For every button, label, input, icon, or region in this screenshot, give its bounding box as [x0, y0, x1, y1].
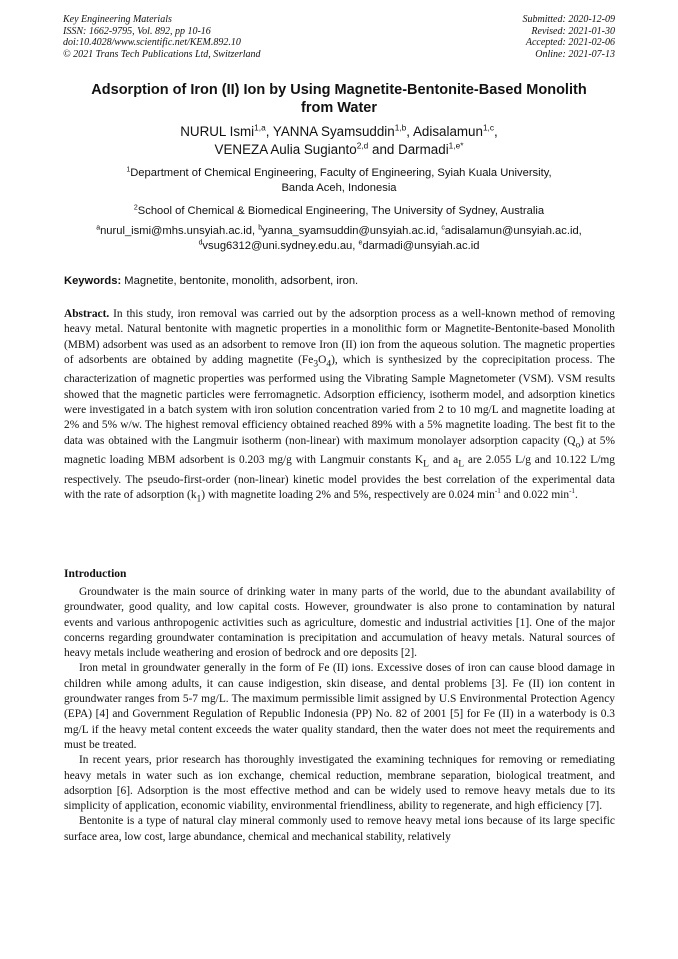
- abstract: Abstract. In this study, iron removal was carried out by the adsorption process as a well-known method of removing heavy metal. Natural bentonite with magnetic properties in a monolithic form or Magnetite-Bentonite-based Monolith (MBM) adsorbent was used as an adsorbent to remove Iron (II) ion from the aqueous solution. The magnetic properties of adsorbents are obtained by adding magnetite $(Fe_3O_4)$, which is synthesized by the coprecipitation process. The characterization of magnetic properties was performed using the Vibrating Sample Magnetometer (VSM). VSM results showed that the magnetic particles were ferromagnetic. Adsorption efficiency, isotherm model, and adsorption kinetics were investigated in a batch system with iron solution concentration varied from 2 to 10 mg/L and magnetite loading at 2% and 5% w/w. The highest removal efficiency obtained reached 89% with a 5% magnetite loading. The best fit to the data was obtained with the Langmuir isotherm (non-linear) with maximum monolayer adsorption capacity $(Q_o)$ at 5% magnetic loading MBM adsorbent is 0.203 mg/g with Langmuir constants $K_L$ and $a_L$ are 2.055 L/g and 10.122 L/mg respectively. The pseudo-first-order (non-linear) kinetic model provides the best correlation of the experimental data with the rate of adsorption $(k_1)$ with magnetite loading 2% and 5%, respectively are 0.024 $\min^{-1}$ and 0.022 $\min^{-1}$.: [64, 308, 615, 505]
- journal-name: Key Engineering Materials: [63, 14, 172, 25]
- affiliation-text: School of Chemical & Biomedical Engineering, The University of Sydney, Australia: [137, 205, 545, 217]
- email-address[interactable]: nurul_ismi@mhs.unsyiah.ac.id,: [100, 225, 259, 237]
- author-name: VENEZA Aulia Sugianto: [214, 142, 357, 157]
- affiliation-2: [40, 204, 638, 219]
- email-mark: c: [441, 224, 445, 232]
- email-list: [40, 224, 638, 254]
- paper-title: [40, 81, 638, 117]
- email-address[interactable]: darmadi@unsyiah.ac.id: [362, 240, 480, 252]
- keywords: [64, 274, 616, 289]
- author-affiliation-mark: 1,c: [482, 122, 495, 133]
- introduction-body: [64, 585, 615, 845]
- author-line-2: [40, 141, 638, 159]
- copyright-line: © 2021 Trans Tech Publications Ltd, Switzerland: [63, 48, 261, 60]
- affiliation-text: Banda Aceh, Indonesia: [281, 182, 397, 194]
- paragraph: Groundwater is the main source of drinking water in many parts of the world, due to the abundant availability of groundwater, good quality, and low capital costs. However, groundwater is also prone to contamination by natural events and various anthropogenic activities such as agriculture, domestic and industrial activities [1]. One of the major concerns regarding groundwater contamination is precipitation and accumulation of heavy metals. Natural sources of heavy metals include weathering and erosion of bedrock and ore deposits [2].: [64, 586, 615, 660]
- email-mark: d: [198, 239, 203, 247]
- paragraph: Bentonite is a type of natural clay mineral commonly used to remove heavy metal ions because of its large specific surface area, low cost, large abundance, chemical and mechanical stability, relatively: [64, 815, 615, 843]
- affiliation-number: 1: [126, 166, 131, 174]
- keywords-text: Magnetite, bentonite, monolith, adsorbent, iron.: [121, 275, 359, 287]
- email-mark: b: [258, 224, 263, 232]
- affiliation-number: 2: [133, 204, 138, 212]
- author-affiliation-mark: 2,d: [356, 140, 369, 151]
- affiliation-text: Department of Chemical Engineering, Faculty of Engineering, Syiah Kuala University,: [130, 167, 552, 179]
- affiliation-1: [40, 166, 638, 196]
- journal-info: [63, 14, 261, 60]
- issn-line: ISSN: 1662-9795, Vol. 892, pp 10-16: [63, 25, 211, 37]
- author-affiliation-mark: 1,a: [254, 122, 266, 133]
- title-line-1: Adsorption of Iron (II) Ion by Using Magnetite-Bentonite-Based Monolith: [91, 82, 587, 98]
- author-list: [40, 123, 638, 159]
- title-line-2: from Water: [301, 100, 377, 116]
- section-heading-introduction: Introduction: [64, 568, 127, 580]
- abstract-label: Abstract.: [64, 308, 110, 320]
- author-line-1: [40, 123, 638, 141]
- accepted-date: Accepted: 2021-02-06: [525, 37, 615, 48]
- doi-line: doi:10.4028/www.scientific.net/KEM.892.10: [63, 37, 241, 48]
- author-affiliation-mark: 1,e*: [448, 140, 464, 151]
- author-affiliation-mark: 1,b: [394, 122, 407, 133]
- author-name: and Darmadi: [368, 142, 449, 157]
- submitted-date: Submitted: 2020-12-09: [522, 14, 615, 25]
- paragraph: In recent years, prior research has thoroughly investigated the examining techniques for removing or remediating heavy metals in water such as ion exchange, chemical reduction, membrane separation, biological treatment, and adsorption [6]. Adsorption is the most effective method and can be widely used to remove heavy metals due to its simplicity of application, economic viability, environmental friendliness, ability to regenerate, and high efficiency [7].: [64, 754, 615, 813]
- submission-dates: [523, 14, 616, 60]
- keywords-label: Keywords:: [64, 275, 122, 287]
- author-name: , Adisalamun: [406, 124, 483, 139]
- author-separator: ,: [494, 124, 498, 139]
- author-name: NURUL Ismi: [180, 124, 255, 139]
- email-mark: a: [96, 224, 101, 232]
- revised-date: Revised: 2021-01-30: [531, 25, 615, 37]
- author-name: , YANNA Syamsuddin: [265, 124, 395, 139]
- email-address[interactable]: adisalamun@unsyiah.ac.id,: [444, 225, 582, 237]
- paragraph: Iron metal in groundwater generally in the form of Fe (II) ions. Excessive doses of iron can cause blood damage in children while among adults, it can cause indigestion, skin disease, and dental problems [3]. Fe (II) ion content in groundwater ranges from 5-7 mg/L. The maximum permissible limit assigned by U.S Environmental Protection Agency (EPA) [4] and Government Regulation of Republic Indonesia (PP) No. 82 of 2001 [5] for Fe (II) in a waterbody is 0.3 mg/L if the heavy metal content exceeds the water quality standard, then the water does not meet the requirements and must be treated.: [64, 662, 615, 751]
- online-date: Online: 2021-07-13: [535, 48, 615, 60]
- email-mark: e: [358, 239, 363, 247]
- email-address[interactable]: yanna_syamsuddin@unsyiah.ac.id,: [262, 225, 442, 237]
- email-address[interactable]: vsug6312@uni.sydney.edu.au,: [202, 240, 359, 252]
